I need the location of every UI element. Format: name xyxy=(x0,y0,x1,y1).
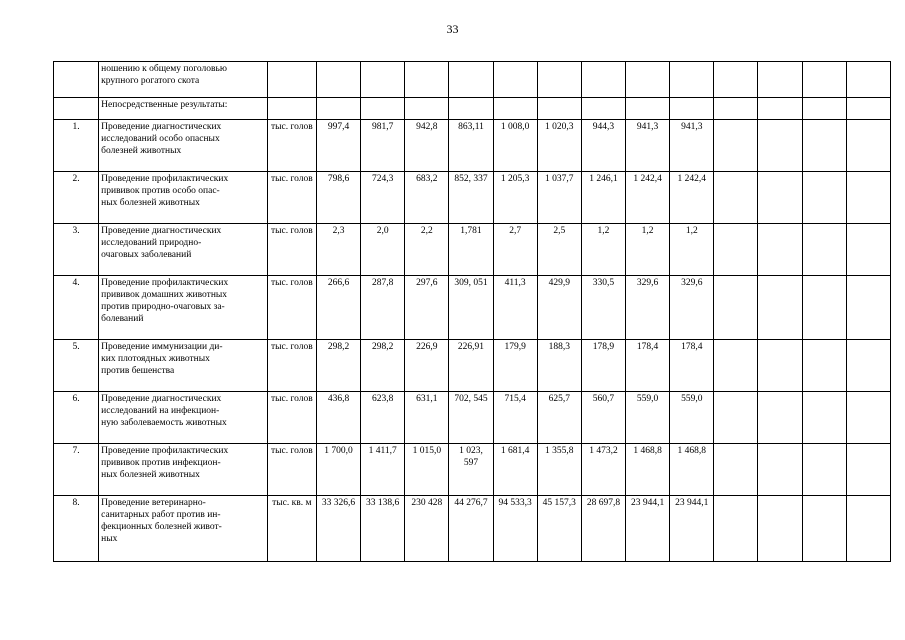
unit-cell: тыс. голов xyxy=(267,224,316,276)
value-cell: 1 242,4 xyxy=(626,172,670,224)
value-cell xyxy=(449,98,493,120)
indicator-name xyxy=(99,62,268,98)
table-row xyxy=(54,340,891,392)
value-cell: 28 697,8 xyxy=(581,496,625,562)
value-cell: 1 020,3 xyxy=(537,120,581,172)
value-cell: 559,0 xyxy=(626,392,670,444)
row-number: 1. xyxy=(54,120,99,172)
indicator-name-line: прививок домашних животных xyxy=(101,289,228,300)
value-cell: 329,6 xyxy=(626,276,670,340)
unit-cell: тыс. кв. м xyxy=(267,496,316,562)
value-cell: 178,4 xyxy=(670,340,714,392)
value-cell: 863,11 xyxy=(449,120,493,172)
indicator-name-line: болезней животных xyxy=(101,145,182,156)
value-cell xyxy=(802,98,846,120)
row-number: 6. xyxy=(54,392,99,444)
value-cell: 33 326,6 xyxy=(316,496,360,562)
value-cell: 23 944,1 xyxy=(670,496,714,562)
value-cell: 226,9 xyxy=(405,340,449,392)
value-cell xyxy=(846,120,890,172)
value-cell xyxy=(758,444,802,496)
value-cell: 1 023, 597 xyxy=(449,444,493,496)
indicator-name-line: исследований на инфекцион- xyxy=(101,405,220,416)
value-cell xyxy=(758,392,802,444)
value-cell xyxy=(714,172,758,224)
unit-cell: тыс. голов xyxy=(267,120,316,172)
value-cell: 1 008,0 xyxy=(493,120,537,172)
value-cell: 623,8 xyxy=(361,392,405,444)
table-row xyxy=(54,224,891,276)
value-cell xyxy=(802,224,846,276)
row-number: 4. xyxy=(54,276,99,340)
value-cell: 178,4 xyxy=(626,340,670,392)
value-cell xyxy=(493,98,537,120)
indicator-name-line: Проведение профилактических xyxy=(101,174,229,184)
row-number: 7. xyxy=(54,444,99,496)
indicator-name-line: ных xyxy=(101,533,118,544)
value-cell: 436,8 xyxy=(316,392,360,444)
value-cell xyxy=(758,98,802,120)
row-number: 5. xyxy=(54,340,99,392)
value-cell xyxy=(802,276,846,340)
indicator-name-line: против бешенства xyxy=(101,365,175,376)
value-cell xyxy=(626,62,670,98)
value-cell xyxy=(670,62,714,98)
value-cell xyxy=(802,392,846,444)
table-row xyxy=(54,62,891,98)
value-cell xyxy=(714,276,758,340)
value-cell xyxy=(846,444,890,496)
value-cell xyxy=(670,98,714,120)
indicator-name-line: Проведение диагностических xyxy=(101,226,222,236)
value-cell: 1,781 xyxy=(449,224,493,276)
indicator-name xyxy=(99,340,268,392)
value-cell: 1,2 xyxy=(670,224,714,276)
unit-cell: тыс. голов xyxy=(267,172,316,224)
indicator-name-line: против природно-очаговых за- xyxy=(101,301,225,312)
unit-cell xyxy=(267,62,316,98)
indicator-name xyxy=(99,392,268,444)
indicator-name xyxy=(99,224,268,276)
value-cell xyxy=(758,340,802,392)
indicator-name-line: Проведение ветеринарно- xyxy=(101,498,206,508)
value-cell xyxy=(714,444,758,496)
value-cell: 2,5 xyxy=(537,224,581,276)
value-cell: 429,9 xyxy=(537,276,581,340)
value-cell xyxy=(316,62,360,98)
indicator-name-line: Проведение профилактических xyxy=(101,278,229,288)
indicator-name-line: Проведение диагностических xyxy=(101,122,222,132)
value-cell xyxy=(493,62,537,98)
value-cell: 230 428 xyxy=(405,496,449,562)
indicator-name-line: Проведение профилактических xyxy=(101,446,229,456)
indicator-name xyxy=(99,496,268,562)
indicator-name-line: ношению к общему поголовью xyxy=(101,64,227,74)
value-cell: 944,3 xyxy=(581,120,625,172)
value-cell xyxy=(714,496,758,562)
value-cell: 297,6 xyxy=(405,276,449,340)
value-cell: 179,9 xyxy=(493,340,537,392)
indicator-name xyxy=(99,120,268,172)
value-cell xyxy=(714,62,758,98)
value-cell xyxy=(802,496,846,562)
value-cell xyxy=(846,62,890,98)
value-cell: 941,3 xyxy=(670,120,714,172)
row-number: 3. xyxy=(54,224,99,276)
value-cell xyxy=(626,98,670,120)
value-cell: 309, 051 xyxy=(449,276,493,340)
indicator-name-line: крупного рогатого скота xyxy=(101,75,200,86)
value-cell: 1 411,7 xyxy=(361,444,405,496)
value-cell xyxy=(802,62,846,98)
value-cell: 287,8 xyxy=(361,276,405,340)
value-cell: 559,0 xyxy=(670,392,714,444)
value-cell: 2,7 xyxy=(493,224,537,276)
indicator-name xyxy=(99,276,268,340)
value-cell: 715,4 xyxy=(493,392,537,444)
value-cell xyxy=(758,224,802,276)
value-cell xyxy=(846,392,890,444)
value-cell: 724,3 xyxy=(361,172,405,224)
value-cell: 329,6 xyxy=(670,276,714,340)
value-cell: 1 246,1 xyxy=(581,172,625,224)
unit-cell: тыс. голов xyxy=(267,444,316,496)
value-cell: 2,3 xyxy=(316,224,360,276)
value-cell xyxy=(758,172,802,224)
value-cell: 981,7 xyxy=(361,120,405,172)
value-cell: 2,2 xyxy=(405,224,449,276)
value-cell: 1 468,8 xyxy=(670,444,714,496)
indicator-name-line: болеваний xyxy=(101,313,144,324)
value-cell xyxy=(802,172,846,224)
value-cell: 997,4 xyxy=(316,120,360,172)
value-cell: 226,91 xyxy=(449,340,493,392)
value-cell xyxy=(405,62,449,98)
value-cell xyxy=(316,98,360,120)
value-cell: 1 700,0 xyxy=(316,444,360,496)
value-cell: 941,3 xyxy=(626,120,670,172)
indicator-name xyxy=(99,98,268,120)
indicator-name-line: очаговых заболеваний xyxy=(101,249,192,260)
value-cell: 1 205,3 xyxy=(493,172,537,224)
indicator-name-line: ных болезней животных xyxy=(101,197,200,208)
value-cell xyxy=(758,62,802,98)
unit-cell: тыс. голов xyxy=(267,276,316,340)
value-cell xyxy=(714,98,758,120)
value-cell: 1 468,8 xyxy=(626,444,670,496)
value-cell xyxy=(537,98,581,120)
table-row xyxy=(54,496,891,562)
value-cell: 411,3 xyxy=(493,276,537,340)
value-cell xyxy=(537,62,581,98)
value-cell: 560,7 xyxy=(581,392,625,444)
row-number xyxy=(54,98,99,120)
value-cell xyxy=(405,98,449,120)
value-cell: 188,3 xyxy=(537,340,581,392)
value-cell xyxy=(846,98,890,120)
indicator-name-line: исследований особо опасных xyxy=(101,133,220,144)
value-cell xyxy=(361,98,405,120)
indicators-table xyxy=(53,61,891,562)
page-number: 33 xyxy=(446,22,459,36)
indicator-name xyxy=(99,172,268,224)
value-cell: 33 138,6 xyxy=(361,496,405,562)
value-cell: 852, 337 xyxy=(449,172,493,224)
value-cell xyxy=(846,340,890,392)
value-cell: 266,6 xyxy=(316,276,360,340)
value-cell: 1 355,8 xyxy=(537,444,581,496)
indicator-name-line: Непосредственные результаты: xyxy=(101,100,228,110)
indicator-name-line: прививок против инфекцион- xyxy=(101,457,221,468)
value-cell: 1 681,4 xyxy=(493,444,537,496)
value-cell: 44 276,7 xyxy=(449,496,493,562)
value-cell xyxy=(802,444,846,496)
value-cell xyxy=(714,392,758,444)
value-cell: 1 473,2 xyxy=(581,444,625,496)
table-row xyxy=(54,276,891,340)
value-cell: 1,2 xyxy=(626,224,670,276)
value-cell: 1 015,0 xyxy=(405,444,449,496)
indicator-name-line: Проведение иммунизации ди- xyxy=(101,342,223,352)
value-cell: 298,2 xyxy=(316,340,360,392)
indicator-name-line: ких плотоядных животных xyxy=(101,353,210,364)
value-cell: 45 157,3 xyxy=(537,496,581,562)
indicator-name-line: ных болезней животных xyxy=(101,469,200,480)
unit-cell xyxy=(267,98,316,120)
value-cell: 23 944,1 xyxy=(626,496,670,562)
value-cell: 625,7 xyxy=(537,392,581,444)
value-cell: 298,2 xyxy=(361,340,405,392)
value-cell: 2,0 xyxy=(361,224,405,276)
value-cell xyxy=(758,120,802,172)
value-cell xyxy=(714,340,758,392)
value-cell xyxy=(449,62,493,98)
value-cell: 942,8 xyxy=(405,120,449,172)
value-cell: 330,5 xyxy=(581,276,625,340)
table-row xyxy=(54,444,891,496)
indicator-name-line: исследований природно- xyxy=(101,237,202,248)
value-cell xyxy=(846,224,890,276)
indicator-name-line: ную заболеваемость животных xyxy=(101,417,227,428)
row-number: 8. xyxy=(54,496,99,562)
table-row xyxy=(54,392,891,444)
value-cell xyxy=(758,276,802,340)
value-cell xyxy=(581,62,625,98)
table-body xyxy=(54,62,891,562)
table-row xyxy=(54,98,891,120)
value-cell: 94 533,3 xyxy=(493,496,537,562)
value-cell: 1 242,4 xyxy=(670,172,714,224)
row-number: 2. xyxy=(54,172,99,224)
value-cell: 631,1 xyxy=(405,392,449,444)
row-number xyxy=(54,62,99,98)
indicator-name xyxy=(99,444,268,496)
value-cell xyxy=(846,172,890,224)
value-cell xyxy=(846,276,890,340)
table-row xyxy=(54,172,891,224)
value-cell: 1,2 xyxy=(581,224,625,276)
value-cell xyxy=(581,98,625,120)
value-cell: 1 037,7 xyxy=(537,172,581,224)
unit-cell: тыс. голов xyxy=(267,392,316,444)
value-cell xyxy=(802,120,846,172)
value-cell xyxy=(361,62,405,98)
value-cell xyxy=(714,224,758,276)
value-cell: 683,2 xyxy=(405,172,449,224)
value-cell xyxy=(714,120,758,172)
table-row xyxy=(54,120,891,172)
indicator-name-line: прививок против особо опас- xyxy=(101,185,220,196)
indicator-name-line: фекционных болезней живот- xyxy=(101,521,222,532)
indicator-name-line: Проведение диагностических xyxy=(101,394,222,404)
value-cell xyxy=(846,496,890,562)
value-cell xyxy=(802,340,846,392)
indicator-name-line: санитарных работ против ин- xyxy=(101,509,221,520)
value-cell: 702, 545 xyxy=(449,392,493,444)
unit-cell: тыс. голов xyxy=(267,340,316,392)
value-cell: 798,6 xyxy=(316,172,360,224)
value-cell xyxy=(758,496,802,562)
value-cell: 178,9 xyxy=(581,340,625,392)
